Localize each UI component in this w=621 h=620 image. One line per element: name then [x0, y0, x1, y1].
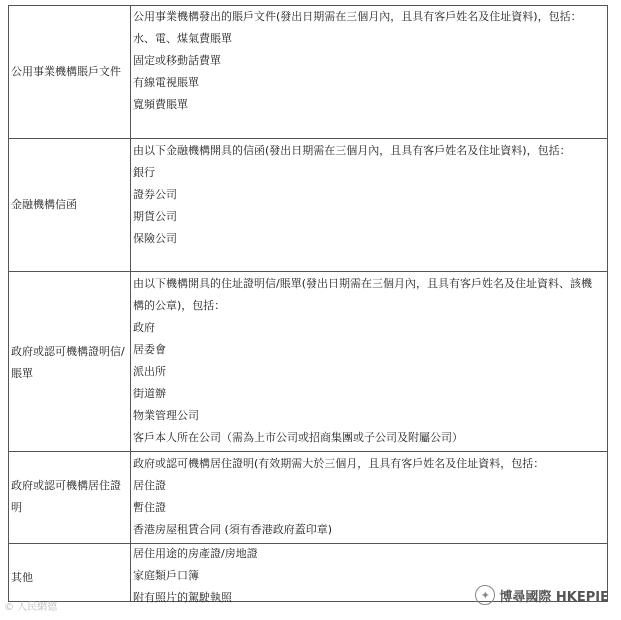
table-row	[9, 6, 607, 139]
row-label: 其他	[11, 571, 33, 584]
address-proof-table	[8, 5, 608, 602]
list-item: 附有照片的駕駛執照	[133, 591, 232, 604]
list-item: 居住證	[133, 479, 166, 492]
list-item: 有線電視賬單	[133, 76, 199, 89]
row-content	[133, 271, 599, 449]
list-item: 香港房屋租賃合同 (須有香港政府蓋印章)	[133, 523, 333, 536]
row-content	[133, 138, 599, 250]
list-item: 暫住證	[133, 501, 166, 514]
watermark-right	[475, 585, 609, 605]
row-description: 由以下機構開具的住址證明信/賬單(發出日期需在三個月內，且具有客戶姓名及住址資料、該機構的公章)，包括：	[133, 277, 592, 312]
row-label: 公用事業機構賬戶文件	[11, 65, 121, 78]
list-item: 證券公司	[133, 188, 177, 201]
list-item: 保險公司	[133, 232, 177, 245]
row-description: 政府或認可機構居住證明(有效期需大於三個月，且具有客戶姓名及住址資料，包括：	[133, 457, 545, 470]
list-item: 銀行	[133, 166, 155, 179]
list-item: 水、電、煤氣費賬單	[133, 32, 232, 45]
list-item: 物業管理公司	[133, 409, 199, 422]
row-description: 由以下金融機構開具的信函(發出日期需在三個月內，且具有客戶姓名及住址資料)，包括：	[133, 144, 571, 157]
list-item: 固定或移動話費單	[133, 54, 221, 67]
list-item: 街道辦	[133, 387, 166, 400]
table-row	[9, 271, 607, 452]
list-item: 政府	[133, 321, 155, 334]
row-label: 金融機構信函	[11, 198, 77, 211]
wechat-icon: ✦	[475, 585, 495, 605]
list-item: 居住用途的房產證/房地證	[133, 547, 258, 560]
list-item: 客戶本人所在公司（需為上市公司或招商集團或子公司及附屬公司）	[133, 431, 463, 444]
table-row	[9, 451, 607, 544]
list-item: 寬頻費賬單	[133, 98, 188, 111]
row-label: 政府或認可機構證明信/賬單	[11, 345, 125, 380]
row-content	[133, 451, 599, 541]
list-item: 派出所	[133, 365, 166, 378]
row-description: 公用事業機構發出的賬戶文件(發出日期需在三個月內，且具有客戶姓名及住址資料)，包括：	[133, 10, 582, 23]
list-item: 居委會	[133, 343, 166, 356]
row-content	[133, 6, 599, 116]
row-label: 政府或認可機構居住證明	[11, 479, 121, 514]
list-item: 期貨公司	[133, 210, 177, 223]
list-item: 家庭類戶口簿	[133, 569, 199, 582]
watermark-left: © 人民網德	[4, 602, 58, 613]
watermark-right-text: 博尋國際 HKEPIE	[499, 589, 609, 605]
table-row	[9, 138, 607, 272]
